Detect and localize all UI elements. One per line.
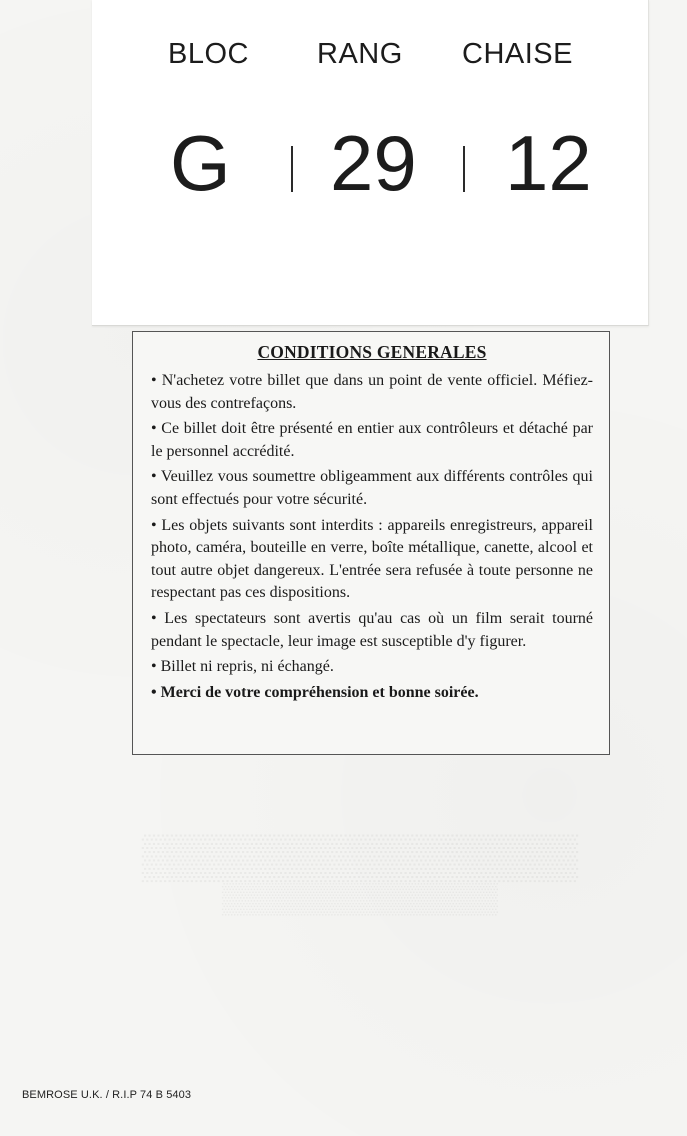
- condition-item: • Billet ni repris, ni échangé.: [151, 658, 334, 676]
- rang-label: RANG: [317, 38, 403, 70]
- conditions-list: [151, 370, 593, 704]
- condition-item: • Ce billet doit être présenté en entier aux contrôleurs et détaché par le personnel accrédité.: [151, 420, 593, 460]
- bloc-label: BLOC: [168, 38, 249, 70]
- printer-imprint: BEMROSE U.K. / R.I.P 74 B 5403: [22, 1089, 192, 1101]
- rang-value: 29: [330, 119, 417, 207]
- closing-message: • Merci de votre compréhension et bonne soirée.: [151, 683, 479, 701]
- conditions-box: [132, 331, 610, 755]
- seat-divider: [291, 146, 293, 192]
- condition-item: • Veuillez vous soumettre obligeamment aux différents contrôles qui sont effectués pour votre sécurité.: [151, 468, 593, 508]
- show-through-print: [40, 882, 680, 916]
- seat-label-sticker: [92, 0, 649, 326]
- condition-item: • N'achetez votre billet que dans un point de vente officiel. Méfiez-vous des contrefaçons.: [151, 372, 593, 412]
- bloc-value: G: [170, 119, 231, 207]
- condition-item: • Les spectateurs sont avertis qu'au cas où un film serait tourné pendant le spectacle, leur image est susceptible d'y figurer.: [151, 609, 593, 650]
- condition-item: • Les objets suivants sont interdits : appareils enregistreurs, appareil photo, caméra, bouteille en verre, boîte métallique, canette, alcool et tout autre objet dangereux. L'entrée sera refusée à toute personne ne respectant pas ces dispositions.: [151, 516, 593, 602]
- chaise-value: 12: [505, 119, 592, 207]
- chaise-label: CHAISE: [462, 38, 573, 70]
- conditions-title: CONDITIONS GENERALES: [257, 342, 487, 362]
- seat-divider: [463, 146, 465, 192]
- show-through-print: [40, 832, 680, 882]
